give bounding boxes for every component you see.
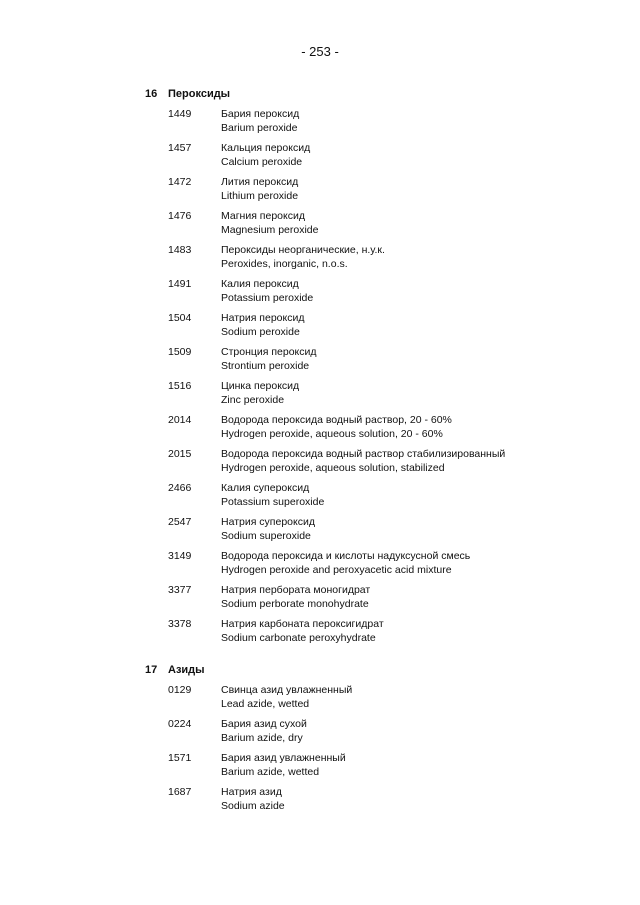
un-code: 1472 [168, 176, 192, 188]
name-english: Sodium carbonate peroxyhydrate [221, 632, 376, 644]
name-russian: Натрия пероксид [221, 312, 305, 324]
name-english: Lead azide, wetted [221, 698, 310, 710]
name-russian: Свинца азид увлажненный [221, 684, 353, 696]
un-code: 1504 [168, 312, 192, 324]
name-english: Strontium peroxide [221, 360, 310, 372]
un-code: 1491 [168, 278, 192, 290]
name-russian: Пероксиды неорганические, н.у.к. [221, 244, 385, 256]
un-code: 1476 [168, 210, 192, 222]
name-english: Barium azide, wetted [221, 766, 320, 778]
list-item [0, 414, 640, 448]
name-english: Potassium peroxide [221, 292, 314, 304]
name-russian: Магния пероксид [221, 210, 305, 222]
name-english: Sodium azide [221, 800, 285, 812]
name-russian: Водорода пероксида водный раствор, 20 - 60% [221, 414, 452, 426]
list-item [0, 210, 640, 244]
name-english: Sodium peroxide [221, 326, 300, 338]
un-code: 0129 [168, 684, 192, 696]
un-code: 2014 [168, 414, 192, 426]
un-code: 1457 [168, 142, 192, 154]
list-item [0, 786, 640, 820]
list-item [0, 278, 640, 312]
un-code: 3149 [168, 550, 192, 562]
un-code: 3377 [168, 584, 192, 596]
list-item [0, 176, 640, 210]
name-english: Calcium peroxide [221, 156, 303, 168]
name-russian: Кальция пероксид [221, 142, 311, 154]
list-item [0, 516, 640, 550]
name-english: Potassium superoxide [221, 496, 325, 508]
section-peroxides [0, 88, 640, 652]
un-code: 1571 [168, 752, 192, 764]
section-header [0, 664, 640, 682]
name-russian: Калия супероксид [221, 482, 310, 494]
un-code: 2015 [168, 448, 192, 460]
un-code: 1509 [168, 346, 192, 358]
entry-list [0, 684, 640, 820]
list-item [0, 448, 640, 482]
un-code: 1687 [168, 786, 192, 798]
name-russian: Калия пероксид [221, 278, 299, 290]
list-item [0, 346, 640, 380]
name-english: Magnesium peroxide [221, 224, 319, 236]
name-russian: Лития пероксид [221, 176, 299, 188]
list-item [0, 482, 640, 516]
list-item [0, 142, 640, 176]
name-english: Lithium peroxide [221, 190, 299, 202]
un-code: 3378 [168, 618, 192, 630]
name-russian: Бария пероксид [221, 108, 300, 120]
name-russian: Цинка пероксид [221, 380, 300, 392]
un-code: 2466 [168, 482, 192, 494]
name-english: Hydrogen peroxide and peroxyacetic acid mixture [221, 564, 452, 576]
list-item [0, 312, 640, 346]
name-russian: Бария азид увлажненный [221, 752, 346, 764]
name-russian: Натрия пербората моногидрат [221, 584, 371, 596]
section-title: Пероксиды [168, 88, 231, 100]
page-number: - 253 - [301, 44, 339, 59]
entry-list [0, 108, 640, 652]
name-english: Barium azide, dry [221, 732, 303, 744]
section-number: 17 [145, 664, 158, 676]
name-english: Zinc peroxide [221, 394, 285, 406]
section-header [0, 88, 640, 106]
list-item [0, 244, 640, 278]
list-item [0, 584, 640, 618]
section-title: Азиды [168, 664, 205, 676]
name-english: Sodium superoxide [221, 530, 311, 542]
name-russian: Водорода пероксида водный раствор стабилизированный [221, 448, 506, 460]
un-code: 1516 [168, 380, 192, 392]
list-item [0, 380, 640, 414]
list-item [0, 618, 640, 652]
name-english: Barium peroxide [221, 122, 298, 134]
list-item [0, 684, 640, 718]
list-item [0, 752, 640, 786]
name-russian: Натрия супероксид [221, 516, 315, 528]
un-code: 1483 [168, 244, 192, 256]
name-russian: Натрия карбоната пероксигидрат [221, 618, 384, 630]
un-code: 0224 [168, 718, 192, 730]
list-item [0, 718, 640, 752]
name-russian: Водорода пероксида и кислоты надуксусной смесь [221, 550, 471, 562]
section-number: 16 [145, 88, 158, 100]
name-english: Sodium perborate monohydrate [221, 598, 369, 610]
un-code: 1449 [168, 108, 192, 120]
un-code: 2547 [168, 516, 192, 528]
name-english: Hydrogen peroxide, aqueous solution, 20 - 60% [221, 428, 443, 440]
name-russian: Натрия азид [221, 786, 282, 798]
list-item [0, 550, 640, 584]
name-english: Hydrogen peroxide, aqueous solution, stabilized [221, 462, 445, 474]
name-english: Peroxides, inorganic, n.o.s. [221, 258, 348, 270]
name-russian: Бария азид сухой [221, 718, 307, 730]
name-russian: Стронция пероксид [221, 346, 317, 358]
list-item [0, 108, 640, 142]
section-azides [0, 664, 640, 820]
